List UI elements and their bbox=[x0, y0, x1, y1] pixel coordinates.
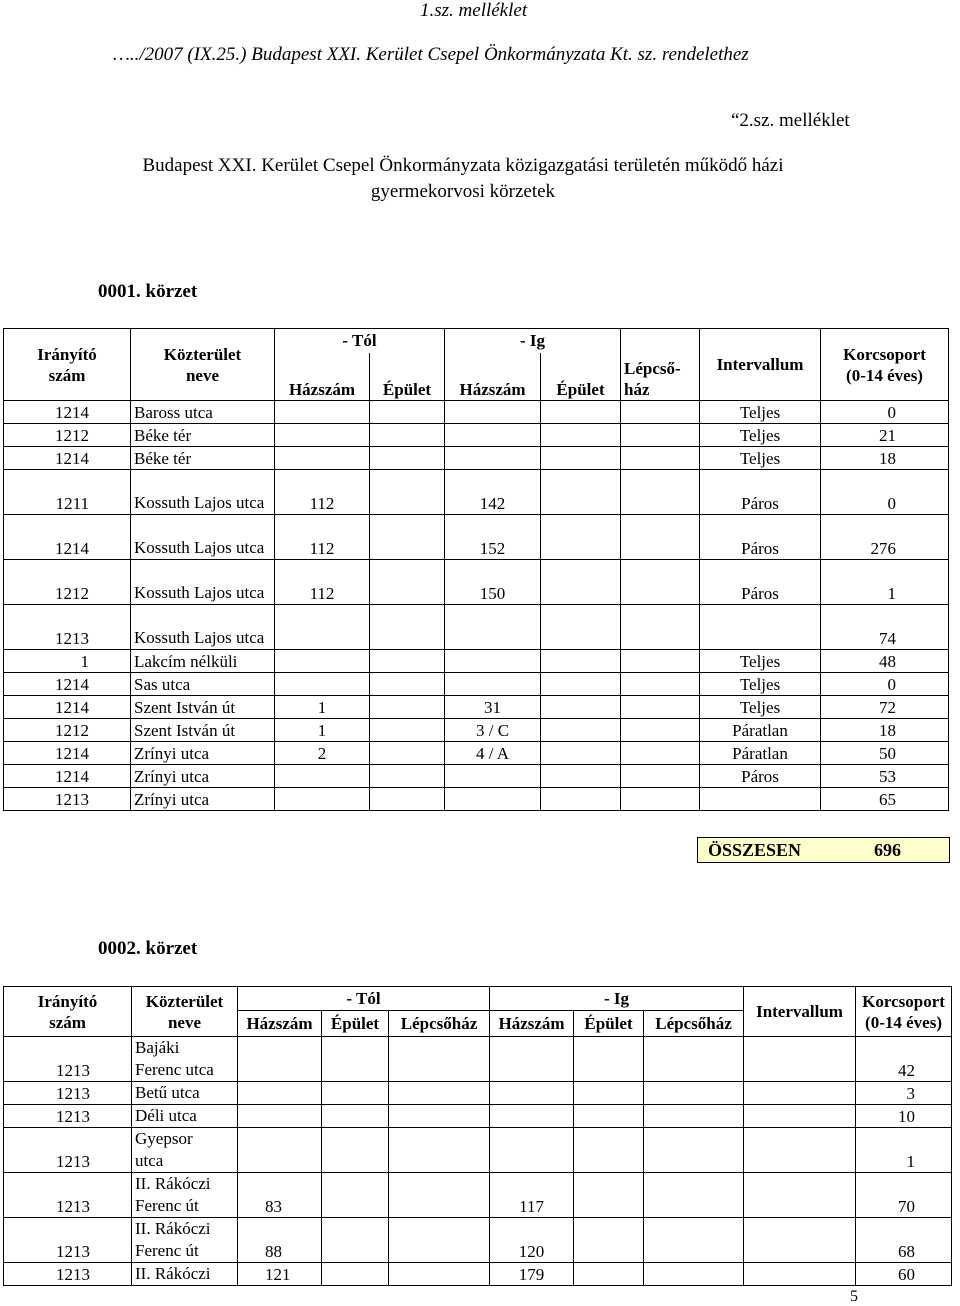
cell-from bbox=[275, 447, 370, 470]
cell-interval: Teljes bbox=[700, 424, 821, 447]
cell-count: 42 bbox=[856, 1037, 952, 1082]
cell-to: 3 / C bbox=[445, 719, 541, 742]
zip-header: Irányító szám bbox=[4, 329, 131, 401]
cell-from: 88 bbox=[238, 1218, 322, 1263]
district-1-table bbox=[3, 328, 949, 811]
district-1-title: 0001. körzet bbox=[98, 281, 198, 302]
cell-to bbox=[490, 1105, 574, 1128]
stair-from-header-2: Lépcsőház bbox=[389, 1011, 490, 1037]
cell-empty bbox=[621, 447, 700, 470]
cell-count: 70 bbox=[856, 1173, 952, 1218]
cell-empty bbox=[370, 673, 445, 696]
document-title-line2: gyermekorvosi körzetek bbox=[370, 181, 556, 202]
cell-to: 152 bbox=[445, 515, 541, 560]
district-2-title: 0002. körzet bbox=[98, 938, 198, 959]
cell-street: Szent István út bbox=[131, 696, 275, 719]
cell-empty bbox=[389, 1218, 490, 1263]
cell-zip: 1213 bbox=[4, 1037, 132, 1082]
cell-street: Baross utca bbox=[131, 401, 275, 424]
cell-empty bbox=[644, 1128, 744, 1173]
cell-empty bbox=[621, 696, 700, 719]
cell-empty bbox=[541, 401, 621, 424]
cell-interval: Teljes bbox=[700, 401, 821, 424]
cell-empty bbox=[370, 765, 445, 788]
cell-to bbox=[490, 1037, 574, 1082]
cell-empty bbox=[744, 1082, 856, 1105]
cell-empty bbox=[621, 742, 700, 765]
street-line2: Ferenc út bbox=[135, 1196, 199, 1215]
cell-empty bbox=[574, 1082, 644, 1105]
cell-empty bbox=[621, 401, 700, 424]
street-line1: Gyepsor bbox=[135, 1129, 193, 1148]
table-row bbox=[4, 1263, 952, 1286]
cell-empty bbox=[541, 696, 621, 719]
cell-zip: 1213 bbox=[4, 605, 131, 650]
cell-from: 112 bbox=[275, 515, 370, 560]
table-row bbox=[4, 447, 949, 470]
cell-empty bbox=[389, 1173, 490, 1218]
street-line2: Ferenc utca bbox=[135, 1060, 214, 1079]
district-2-table bbox=[3, 986, 952, 1286]
cell-empty bbox=[621, 424, 700, 447]
cell-street: Sas utca bbox=[131, 673, 275, 696]
street-line2: utca bbox=[135, 1151, 164, 1170]
housenum-from-header-2: Házszám bbox=[238, 1011, 322, 1037]
cell-empty bbox=[644, 1218, 744, 1263]
cell-to: 120 bbox=[490, 1218, 574, 1263]
cell-from bbox=[275, 765, 370, 788]
street-line1: II. Rákóczi bbox=[135, 1219, 211, 1238]
table-row bbox=[4, 515, 949, 560]
cell-zip: 1 bbox=[4, 650, 131, 673]
cell-interval: Páratlan bbox=[700, 719, 821, 742]
cell-count: 50 bbox=[821, 742, 949, 765]
street-line1: Bajáki bbox=[135, 1038, 180, 1057]
cell-from: 112 bbox=[275, 470, 370, 515]
table-row bbox=[4, 788, 949, 811]
cell-interval bbox=[700, 788, 821, 811]
cell-empty bbox=[621, 470, 700, 515]
cell-count: 21 bbox=[821, 424, 949, 447]
from-header-2: - Tól bbox=[238, 987, 490, 1011]
document-title-line1: Budapest XXI. Kerület Csepel Önkormányzata közigazgatási területén működő házi bbox=[142, 155, 784, 176]
cell-street: Lakcím nélküli bbox=[131, 650, 275, 673]
cell-count: 1 bbox=[821, 560, 949, 605]
cell-empty bbox=[541, 788, 621, 811]
cell-empty bbox=[541, 447, 621, 470]
cell-empty bbox=[370, 401, 445, 424]
cell-to bbox=[445, 650, 541, 673]
cell-zip: 1214 bbox=[4, 673, 131, 696]
street-header-2: Közterület neve bbox=[132, 987, 238, 1037]
cell-empty bbox=[389, 1263, 490, 1286]
cell-empty bbox=[370, 424, 445, 447]
cell-from bbox=[238, 1128, 322, 1173]
cell-to bbox=[445, 401, 541, 424]
cell-street: II. Rákóczi bbox=[132, 1263, 238, 1286]
attachment-1-label: 1.sz. melléklet bbox=[420, 0, 528, 21]
cell-empty bbox=[621, 650, 700, 673]
cell-interval: Páratlan bbox=[700, 742, 821, 765]
table-row bbox=[4, 470, 949, 515]
cell-to bbox=[445, 673, 541, 696]
cell-to bbox=[490, 1128, 574, 1173]
cell-street: Béke tér bbox=[131, 424, 275, 447]
cell-count: 3 bbox=[856, 1082, 952, 1105]
table-row bbox=[4, 560, 949, 605]
cell-street: Déli utca bbox=[132, 1105, 238, 1128]
cell-empty bbox=[744, 1128, 856, 1173]
cell-interval: Páros bbox=[700, 470, 821, 515]
cell-empty bbox=[744, 1263, 856, 1286]
cell-interval: Páros bbox=[700, 765, 821, 788]
cell-empty bbox=[322, 1263, 389, 1286]
building-to-header-2: Épület bbox=[574, 1011, 644, 1037]
cell-to: 4 / A bbox=[445, 742, 541, 765]
cell-street bbox=[132, 1218, 238, 1263]
cell-empty bbox=[389, 1105, 490, 1128]
cell-empty bbox=[621, 605, 700, 650]
cell-empty bbox=[644, 1173, 744, 1218]
cell-street: Zrínyi utca bbox=[131, 765, 275, 788]
decree-reference: …../2007 (IX.25.) Budapest XXI. Kerület Csepel Önkormányzata Kt. sz. rendelethez bbox=[113, 44, 749, 65]
cell-empty bbox=[322, 1173, 389, 1218]
cell-empty bbox=[322, 1082, 389, 1105]
cell-count: 72 bbox=[821, 696, 949, 719]
cell-street: Kossuth Lajos utca bbox=[131, 515, 275, 560]
cell-count: 48 bbox=[821, 650, 949, 673]
zip-header-2: Irányító szám bbox=[4, 987, 132, 1037]
cell-zip: 1212 bbox=[4, 719, 131, 742]
age-group-header-2: Korcsoport (0-14 éves) bbox=[856, 987, 952, 1037]
cell-empty bbox=[370, 560, 445, 605]
cell-empty bbox=[621, 765, 700, 788]
cell-empty bbox=[541, 719, 621, 742]
cell-interval: Páros bbox=[700, 560, 821, 605]
cell-street bbox=[132, 1128, 238, 1173]
cell-empty bbox=[644, 1082, 744, 1105]
total-box bbox=[697, 837, 950, 863]
cell-interval: Teljes bbox=[700, 447, 821, 470]
cell-empty bbox=[370, 742, 445, 765]
interval-header-2: Intervallum bbox=[744, 987, 856, 1037]
to-header-2: - Ig bbox=[490, 987, 744, 1011]
cell-street: Szent István út bbox=[131, 719, 275, 742]
from-header: - Tól bbox=[275, 329, 445, 353]
cell-empty bbox=[370, 788, 445, 811]
cell-to: 117 bbox=[490, 1173, 574, 1218]
cell-street bbox=[132, 1037, 238, 1082]
cell-from bbox=[275, 424, 370, 447]
cell-empty bbox=[389, 1082, 490, 1105]
cell-to: 142 bbox=[445, 470, 541, 515]
cell-count: 60 bbox=[856, 1263, 952, 1286]
cell-empty bbox=[574, 1173, 644, 1218]
cell-empty bbox=[574, 1218, 644, 1263]
cell-count: 276 bbox=[821, 515, 949, 560]
cell-count: 0 bbox=[821, 470, 949, 515]
cell-street: Kossuth Lajos utca bbox=[131, 560, 275, 605]
age-group-header: Korcsoport (0-14 éves) bbox=[821, 329, 949, 401]
cell-empty bbox=[574, 1128, 644, 1173]
cell-empty bbox=[370, 696, 445, 719]
cell-street: Zrínyi utca bbox=[131, 742, 275, 765]
cell-from bbox=[238, 1105, 322, 1128]
table-row bbox=[4, 1173, 952, 1218]
cell-street: Zrínyi utca bbox=[131, 788, 275, 811]
cell-count: 1 bbox=[856, 1128, 952, 1173]
cell-empty bbox=[370, 605, 445, 650]
cell-empty bbox=[322, 1037, 389, 1082]
table-row bbox=[4, 765, 949, 788]
cell-empty bbox=[541, 470, 621, 515]
cell-count: 0 bbox=[821, 673, 949, 696]
cell-zip: 1213 bbox=[4, 1263, 132, 1286]
cell-empty bbox=[541, 742, 621, 765]
cell-empty bbox=[744, 1218, 856, 1263]
cell-count: 18 bbox=[821, 719, 949, 742]
interval-header: Intervallum bbox=[700, 329, 821, 401]
cell-zip: 1214 bbox=[4, 696, 131, 719]
table-row bbox=[4, 424, 949, 447]
cell-count: 53 bbox=[821, 765, 949, 788]
cell-empty bbox=[389, 1128, 490, 1173]
cell-zip: 1213 bbox=[4, 788, 131, 811]
attachment-2-label: “2.sz. melléklet bbox=[731, 110, 850, 131]
cell-interval: Teljes bbox=[700, 696, 821, 719]
cell-to bbox=[445, 447, 541, 470]
cell-empty bbox=[541, 515, 621, 560]
cell-empty bbox=[541, 560, 621, 605]
cell-from bbox=[275, 788, 370, 811]
street-line2: Ferenc út bbox=[135, 1241, 199, 1260]
cell-count: 10 bbox=[856, 1105, 952, 1128]
cell-empty bbox=[370, 719, 445, 742]
cell-to bbox=[490, 1082, 574, 1105]
cell-empty bbox=[322, 1105, 389, 1128]
cell-empty bbox=[574, 1263, 644, 1286]
cell-from bbox=[275, 650, 370, 673]
cell-empty bbox=[541, 650, 621, 673]
cell-empty bbox=[541, 673, 621, 696]
table-row bbox=[4, 719, 949, 742]
cell-from bbox=[275, 605, 370, 650]
cell-zip: 1213 bbox=[4, 1128, 132, 1173]
cell-to bbox=[445, 788, 541, 811]
total-label: ÖSSZESEN bbox=[708, 840, 802, 860]
cell-empty bbox=[541, 424, 621, 447]
cell-zip: 1214 bbox=[4, 447, 131, 470]
cell-from: 1 bbox=[275, 719, 370, 742]
table-row bbox=[4, 742, 949, 765]
cell-zip: 1214 bbox=[4, 401, 131, 424]
table-row bbox=[4, 650, 949, 673]
cell-interval: Teljes bbox=[700, 650, 821, 673]
cell-to: 179 bbox=[490, 1263, 574, 1286]
housenum-to-header-2: Házszám bbox=[490, 1011, 574, 1037]
cell-to bbox=[445, 765, 541, 788]
cell-street: Kossuth Lajos utca bbox=[131, 470, 275, 515]
cell-from: 2 bbox=[275, 742, 370, 765]
cell-zip: 1214 bbox=[4, 765, 131, 788]
table-row bbox=[4, 673, 949, 696]
table-row bbox=[4, 605, 949, 650]
cell-from: 112 bbox=[275, 560, 370, 605]
building-from-header: Épület bbox=[370, 353, 445, 401]
cell-empty bbox=[370, 650, 445, 673]
street-header: Közterület neve bbox=[131, 329, 275, 401]
table-row bbox=[4, 1218, 952, 1263]
cell-from: 83 bbox=[238, 1173, 322, 1218]
cell-street: Béke tér bbox=[131, 447, 275, 470]
table-row bbox=[4, 1105, 952, 1128]
cell-empty bbox=[574, 1105, 644, 1128]
cell-empty bbox=[644, 1263, 744, 1286]
cell-empty bbox=[621, 673, 700, 696]
cell-from bbox=[238, 1082, 322, 1105]
page-number: 5 bbox=[850, 1288, 858, 1305]
street-line1: II. Rákóczi bbox=[135, 1174, 211, 1193]
cell-from bbox=[275, 401, 370, 424]
building-to-header: Épület bbox=[541, 353, 621, 401]
cell-to bbox=[445, 424, 541, 447]
cell-count: 65 bbox=[821, 788, 949, 811]
building-from-header-2: Épület bbox=[322, 1011, 389, 1037]
cell-empty bbox=[541, 605, 621, 650]
cell-interval: Páros bbox=[700, 515, 821, 560]
cell-count: 0 bbox=[821, 401, 949, 424]
table-row bbox=[4, 1128, 952, 1173]
cell-interval bbox=[700, 605, 821, 650]
housenum-from-header: Házszám bbox=[275, 353, 370, 401]
cell-empty bbox=[744, 1105, 856, 1128]
stair-header: Lépcső- ház bbox=[621, 329, 700, 401]
cell-zip: 1213 bbox=[4, 1173, 132, 1218]
cell-zip: 1212 bbox=[4, 424, 131, 447]
cell-empty bbox=[621, 515, 700, 560]
cell-count: 74 bbox=[821, 605, 949, 650]
table-row bbox=[4, 696, 949, 719]
cell-empty bbox=[370, 447, 445, 470]
cell-street: Kossuth Lajos utca bbox=[131, 605, 275, 650]
cell-empty bbox=[744, 1173, 856, 1218]
cell-empty bbox=[621, 560, 700, 605]
cell-empty bbox=[644, 1105, 744, 1128]
cell-to bbox=[445, 605, 541, 650]
cell-zip: 1213 bbox=[4, 1105, 132, 1128]
cell-to: 150 bbox=[445, 560, 541, 605]
table-row bbox=[4, 1037, 952, 1082]
housenum-to-header: Házszám bbox=[445, 353, 541, 401]
cell-zip: 1214 bbox=[4, 515, 131, 560]
cell-from: 1 bbox=[275, 696, 370, 719]
to-header: - Ig bbox=[445, 329, 621, 353]
cell-interval: Teljes bbox=[700, 673, 821, 696]
cell-street bbox=[132, 1173, 238, 1218]
cell-empty bbox=[370, 470, 445, 515]
cell-empty bbox=[574, 1037, 644, 1082]
cell-zip: 1211 bbox=[4, 470, 131, 515]
cell-street: Betű utca bbox=[132, 1082, 238, 1105]
cell-zip: 1213 bbox=[4, 1082, 132, 1105]
cell-empty bbox=[621, 788, 700, 811]
cell-empty bbox=[322, 1128, 389, 1173]
cell-zip: 1212 bbox=[4, 560, 131, 605]
stair-to-header-2: Lépcsőház bbox=[644, 1011, 744, 1037]
table-row bbox=[4, 1082, 952, 1105]
cell-empty bbox=[644, 1037, 744, 1082]
cell-empty bbox=[621, 719, 700, 742]
cell-to: 31 bbox=[445, 696, 541, 719]
cell-empty bbox=[370, 515, 445, 560]
cell-zip: 1214 bbox=[4, 742, 131, 765]
table-row bbox=[4, 401, 949, 424]
cell-count: 68 bbox=[856, 1218, 952, 1263]
cell-empty bbox=[322, 1218, 389, 1263]
cell-empty bbox=[744, 1037, 856, 1082]
cell-from: 121 bbox=[238, 1263, 322, 1286]
cell-empty bbox=[541, 765, 621, 788]
cell-empty bbox=[389, 1037, 490, 1082]
cell-from bbox=[275, 673, 370, 696]
cell-count: 18 bbox=[821, 447, 949, 470]
cell-zip: 1213 bbox=[4, 1218, 132, 1263]
total-value: 696 bbox=[874, 840, 901, 860]
cell-from bbox=[238, 1037, 322, 1082]
